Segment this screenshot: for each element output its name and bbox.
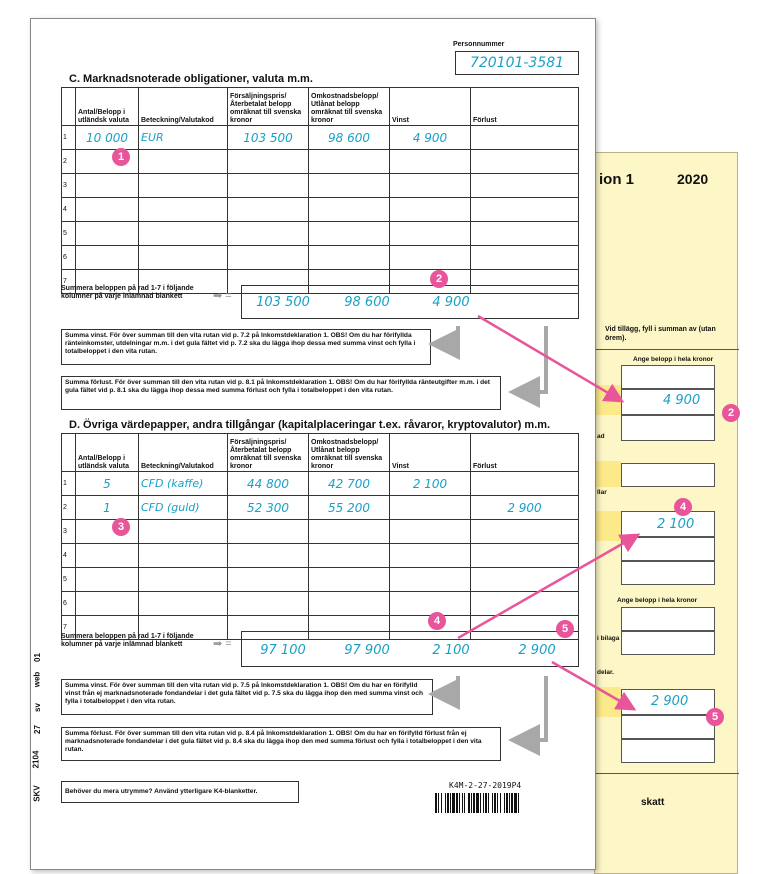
header-omkostnad: Omkostnadsbelopp/ Utlånat belopp omräknat till svenska kronor [309,88,390,126]
section-c-sum-label: Summera beloppen på rad 1-7 i följande kolumner på varje inlämnad blankett [61,285,194,300]
row-number: 3 [62,174,76,198]
section-d-note-vinst: Summa vinst. För över summan till den vita rutan vid p. 7.5 på Inkomstdeklaration 1. OBS! Om du har en förifylld vinst från ej marknadsnoterade fondandelar i det gula fältet vid p. 7.5 ska du lägga ihop den med summa vinst och fylla i totalbeloppet i den vita rutan. [61,679,433,715]
personnummer-label: Personnummer [453,41,505,48]
header-pris: Försäljningspris/Återbetalat belopp omräknat till svenska kronor [228,88,309,126]
badge-4: 4 [428,612,446,630]
header-forlust: Förlust [471,434,579,472]
sum-d-pris[interactable]: 97 100 [260,643,306,658]
column-header: Ange belopp i hela kronor [617,597,698,604]
header-vinst: Vinst [390,434,471,472]
badge-5: 5 [556,620,574,638]
header-antal: Antal/Belopp i utländsk valuta [76,434,139,472]
yellow-title: ion 1 [599,171,635,188]
yellow-year: 2020 [677,171,709,187]
badge-2: 2 [430,270,448,288]
arrow-right-icon: ➡ = [213,290,232,302]
header-omkostnad: Omkostnadsbelopp/ Utlånat belopp omräknat till svenska kronor [309,434,390,472]
vinst-d-value: 2 100 [657,517,695,532]
personnummer-field[interactable]: 720101-3581 [455,51,579,75]
section-d-title: D. Övriga värdepapper, andra tillgångar (kapitalplaceringar t.ex. råvaror, kryptovalutor) m.m. [69,419,551,431]
row-number: 4 [62,544,76,568]
row-number: 5 [62,568,76,592]
gray-arrow-icon [520,326,546,392]
header-vinst: Vinst [390,88,471,126]
section-d-note-forlust: Summa förlust. För över summan till den vita rutan vid p. 8.4 på Inkomstdeklaration 1. OBS! Om du har en förifylld förlust från ej marknadsnoterade fondandelar i det gula fältet vid p. 8.4 ska du lägga ihop den med summa förlust och fylla i totalbeloppet i den vita rutan. [61,727,501,761]
cell-beteckning[interactable]: CFD (kaffe) [139,472,228,496]
label-fragment: i bilaga [597,635,620,642]
cell-pris[interactable]: 52 300 [228,496,309,520]
header-beteckning: Beteckning/Valutakod [139,88,228,126]
form-code: K4M-2-27-2019P4 [449,781,522,790]
pink-arrow-icon [478,316,620,400]
code-01: 01 [32,653,42,662]
header-pris: Försäljningspris/Återbetalat belopp omräknat till svenska kronor [228,434,309,472]
row-number: 7 [62,616,76,640]
gray-arrow-icon [520,676,546,740]
code-27: 27 [32,725,42,734]
code-sv: sv [32,703,42,712]
row-number: 6 [62,246,76,270]
label-fragment: skatt [641,797,665,808]
sum-d-omkostnad[interactable]: 97 900 [344,643,390,658]
row-number: 7 [62,270,76,294]
arrow-right-icon: ➡ = [213,638,232,650]
gray-arrow-icon [440,676,458,694]
sum-d-vinst[interactable]: 2 100 [432,643,470,658]
cell-omkostnad[interactable]: 42 700 [309,472,390,496]
section-d-sum-label: Summera beloppen på rad 1-7 i följande kolumner på varje inlämnad blankett [61,633,194,648]
label-fragment: delar. [597,669,614,676]
row-number: 2 [62,496,76,520]
cell-omkostnad[interactable]: 98 600 [309,126,390,150]
code-2104: 2104 [31,750,41,769]
cell-antal[interactable]: 1 [76,496,139,520]
yellow-instruction: Vid tillägg, fyll i summan av (utan örem). [605,326,716,342]
badge-5: 5 [706,708,724,726]
cell-forlust[interactable]: 2 900 [471,496,579,520]
label-fragment: llar [597,489,607,496]
row-number: 1 [62,126,76,150]
code-skv: SKV [32,785,42,802]
row-number: 6 [62,592,76,616]
row-number: 5 [62,222,76,246]
label-fragment: ad [597,433,605,440]
cell-beteckning[interactable]: CFD (guld) [139,496,228,520]
pink-arrow-icon [458,536,636,638]
cell-omkostnad[interactable]: 55 200 [309,496,390,520]
pink-arrow-icon [552,662,632,708]
cell-vinst[interactable]: 4 900 [390,126,471,150]
header-antal: Antal/Belopp i utländsk valuta [76,88,139,126]
more-space-note: Behöver du mera utrymme? Använd ytterligare K4-blanketter. [61,781,299,803]
section-c-note-vinst: Summa vinst. För över summan till den vita rutan vid p. 7.2 på Inkomstdeklaration 1. OBS! Om du har förifyllda ränteinkomster, utdelningar m.m. i det gula fältet vid p. 7.2 ska du lägga ihop dessa med summa vinst och fylla i totalbeloppet i den vita rutan. [61,329,431,365]
badge-2: 2 [722,404,740,422]
row-number: 4 [62,198,76,222]
badge-3: 3 [112,518,130,536]
header-forlust: Förlust [471,88,579,126]
header-beteckning: Beteckning/Valutakod [139,434,228,472]
section-c-title: C. Marknadsnoterade obligationer, valuta m.m. [69,73,313,85]
column-header: Ange belopp i hela kronor [633,356,714,363]
cell-antal[interactable]: 5 [76,472,139,496]
sum-d-forlust[interactable]: 2 900 [518,643,556,658]
forlust-d-value: 2 900 [651,694,689,709]
row-number: 3 [62,520,76,544]
cell-vinst[interactable]: 2 100 [390,472,471,496]
cell-pris[interactable]: 103 500 [228,126,309,150]
cell-antal[interactable]: 10 000 [76,126,139,150]
row-number: 2 [62,150,76,174]
section-c-note-forlust: Summa förlust. För över summan till den vita rutan vid p. 8.1 på Inkomstdeklaration 1. OBS! Om du har förifyllda ränteutgifter m.m. i det gula fältet vid p. 8.1 ska du lägga ihop dessa med summa förlust och fylla i totalbeloppet i den vita rutan. [61,376,501,410]
cell-pris[interactable]: 44 800 [228,472,309,496]
sum-c-vinst[interactable]: 4 900 [432,295,470,310]
sum-c-omkostnad[interactable]: 98 600 [344,295,390,310]
vinst-c-value: 4 900 [663,393,701,408]
badge-1: 1 [112,148,130,166]
code-web: web [32,671,42,688]
row-number: 1 [62,472,76,496]
sum-c-pris[interactable]: 103 500 [256,295,310,310]
cell-beteckning[interactable]: EUR [139,126,228,150]
badge-4: 4 [674,498,692,516]
gray-arrow-icon [440,326,458,344]
